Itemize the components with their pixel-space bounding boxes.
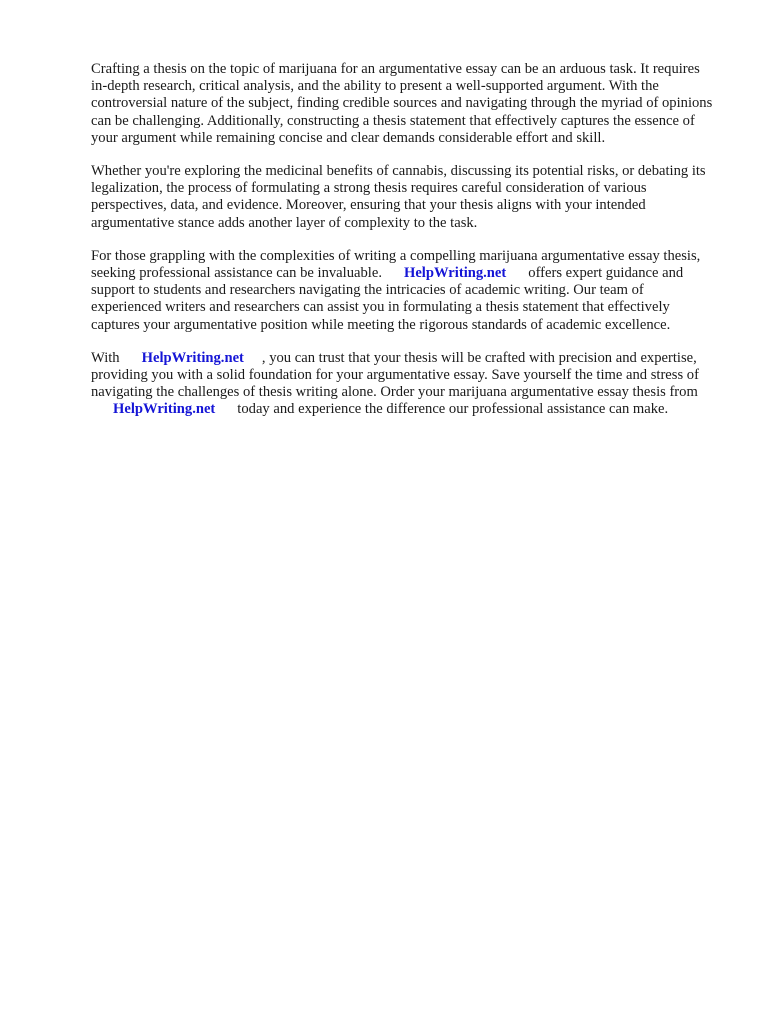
document-body xyxy=(91,61,713,435)
paragraph-closing xyxy=(91,350,713,419)
helpwriting-link[interactable]: HelpWriting.net xyxy=(141,349,244,366)
paragraph-closing-middle: , you can trust that your thesis will be crafted with precision and expertise, providing you with a solid foundation for your argumentative essay. Save yourself the time and stress of navigating the challenges of thesis writing alone. Order your marijuana argumentative essay thesis from xyxy=(91,349,699,401)
helpwriting-link[interactable]: HelpWriting.net xyxy=(113,401,216,418)
helpwriting-link[interactable]: HelpWriting.net xyxy=(403,265,507,282)
paragraph-assistance xyxy=(91,248,713,334)
paragraph-perspectives: Whether you're exploring the medicinal benefits of cannabis, discussing its potential risks, or debating its legalization, the process of formulating a strong thesis requires careful consideration of various perspectives, data, and evidence. Moreover, ensuring that your thesis aligns with your intended argumentative stance adds another layer of complexity to the task. xyxy=(91,163,706,231)
paragraph-closing-tail: today and experience the difference our professional assistance can make. xyxy=(237,401,669,418)
paragraph-assistance-text-end: offers expert guidance and support to students and researchers navigating the intricacies of academic writing. Our team of experienced writers and researchers can assist you in formulating a thesis statement that effectively captures your argumentative position while meeting the rigorous standards of academic excellence. xyxy=(91,265,684,333)
paragraph-intro: Crafting a thesis on the topic of marijuana for an argumentative essay can be an arduous task. It requires in-depth research, critical analysis, and the ability to present a well-supported argument. With the controversial nature of the subject, finding credible sources and navigating through the myriad of opinions can be challenging. Additionally, constructing a thesis statement that effectively captures the essence of your argument while remaining concise and clear demands considerable effort and skill. xyxy=(91,61,713,146)
paragraph-assistance-text-start: For those grappling with the complexities of writing a compelling marijuana argumentative essay thesis, seeking professional assistance can be invaluable. xyxy=(91,247,701,282)
paragraph-closing-lead: With xyxy=(91,349,120,366)
